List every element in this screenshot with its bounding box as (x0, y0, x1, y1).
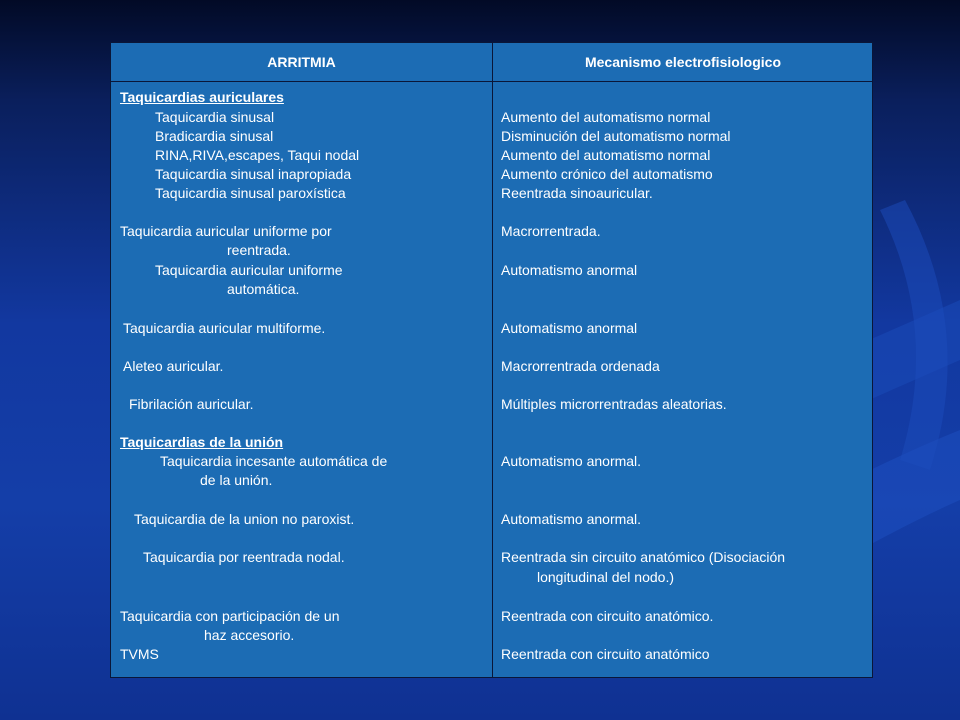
arritmia-item-continued: haz accesorio. (204, 627, 295, 643)
arritmia-item-continued: reentrada. (227, 242, 291, 258)
arritmia-item: RINA,RIVA,escapes, Taqui nodal (155, 147, 360, 163)
arritmia-item: Taquicardia sinusal (155, 109, 275, 125)
section-taquicardias-auriculares: Taquicardias auriculares (120, 89, 284, 105)
arritmia-item: Taquicardia auricular uniforme (155, 262, 343, 278)
arritmia-item: Taquicardia con participación de un (120, 608, 340, 624)
arrhythmia-table (110, 42, 873, 678)
mecanismo-item: Automatismo anormal (501, 320, 638, 336)
mecanismo-item: Automatismo anormal. (501, 453, 642, 469)
arritmia-item: Fibrilación auricular. (129, 396, 254, 412)
mecanismo-item-continued: longitudinal del nodo.) (537, 569, 674, 585)
mecanismo-item: Macrorrentrada. (501, 223, 601, 239)
arritmia-item: TVMS (120, 646, 159, 662)
mecanismo-item: Múltiples microrrentradas aleatorias. (501, 396, 727, 412)
mecanismo-item: Reentrada sinoauricular. (501, 185, 653, 201)
arritmia-item: Taquicardia de la union no paroxist. (134, 511, 355, 527)
arritmia-item: Bradicardia sinusal (155, 128, 274, 144)
mecanismo-item: Aumento crónico del automatismo (501, 166, 713, 182)
mecanismo-item: Automatismo anormal (501, 262, 638, 278)
column-divider (492, 43, 493, 677)
arritmia-item: Taquicardia incesante automática de (160, 453, 388, 469)
mecanismo-item: Reentrada sin circuito anatómico (Disociación (501, 549, 786, 565)
mecanismo-item: Reentrada con circuito anatómico. (501, 608, 714, 624)
mecanismo-item: Disminución del automatismo normal (501, 128, 731, 144)
mecanismo-item: Automatismo anormal. (501, 511, 642, 527)
arritmia-item: Taquicardia por reentrada nodal. (143, 549, 345, 565)
arritmia-item-continued: de la unión. (200, 472, 273, 488)
arritmia-item: Aleteo auricular. (123, 358, 224, 374)
arritmia-item: Taquicardia sinusal paroxística (155, 185, 346, 201)
arritmia-item: Taquicardia sinusal inapropiada (155, 166, 352, 182)
mecanismo-item: Macrorrentrada ordenada (501, 358, 660, 374)
header-divider (111, 81, 872, 82)
arritmia-item: Taquicardia auricular multiforme. (123, 320, 326, 336)
arritmia-item: Taquicardia auricular uniforme por (120, 223, 332, 239)
mecanismo-item: Aumento del automatismo normal (501, 109, 711, 125)
header-mecanismo: Mecanismo electrofisiologico (584, 54, 782, 70)
mecanismo-item: Aumento del automatismo normal (501, 147, 711, 163)
section-taquicardias-union: Taquicardias de la unión (120, 434, 284, 450)
arritmia-item-continued: automática. (227, 281, 300, 297)
mecanismo-item: Reentrada con circuito anatómico (501, 646, 710, 662)
header-arritmia: ARRITMIA (267, 54, 336, 70)
